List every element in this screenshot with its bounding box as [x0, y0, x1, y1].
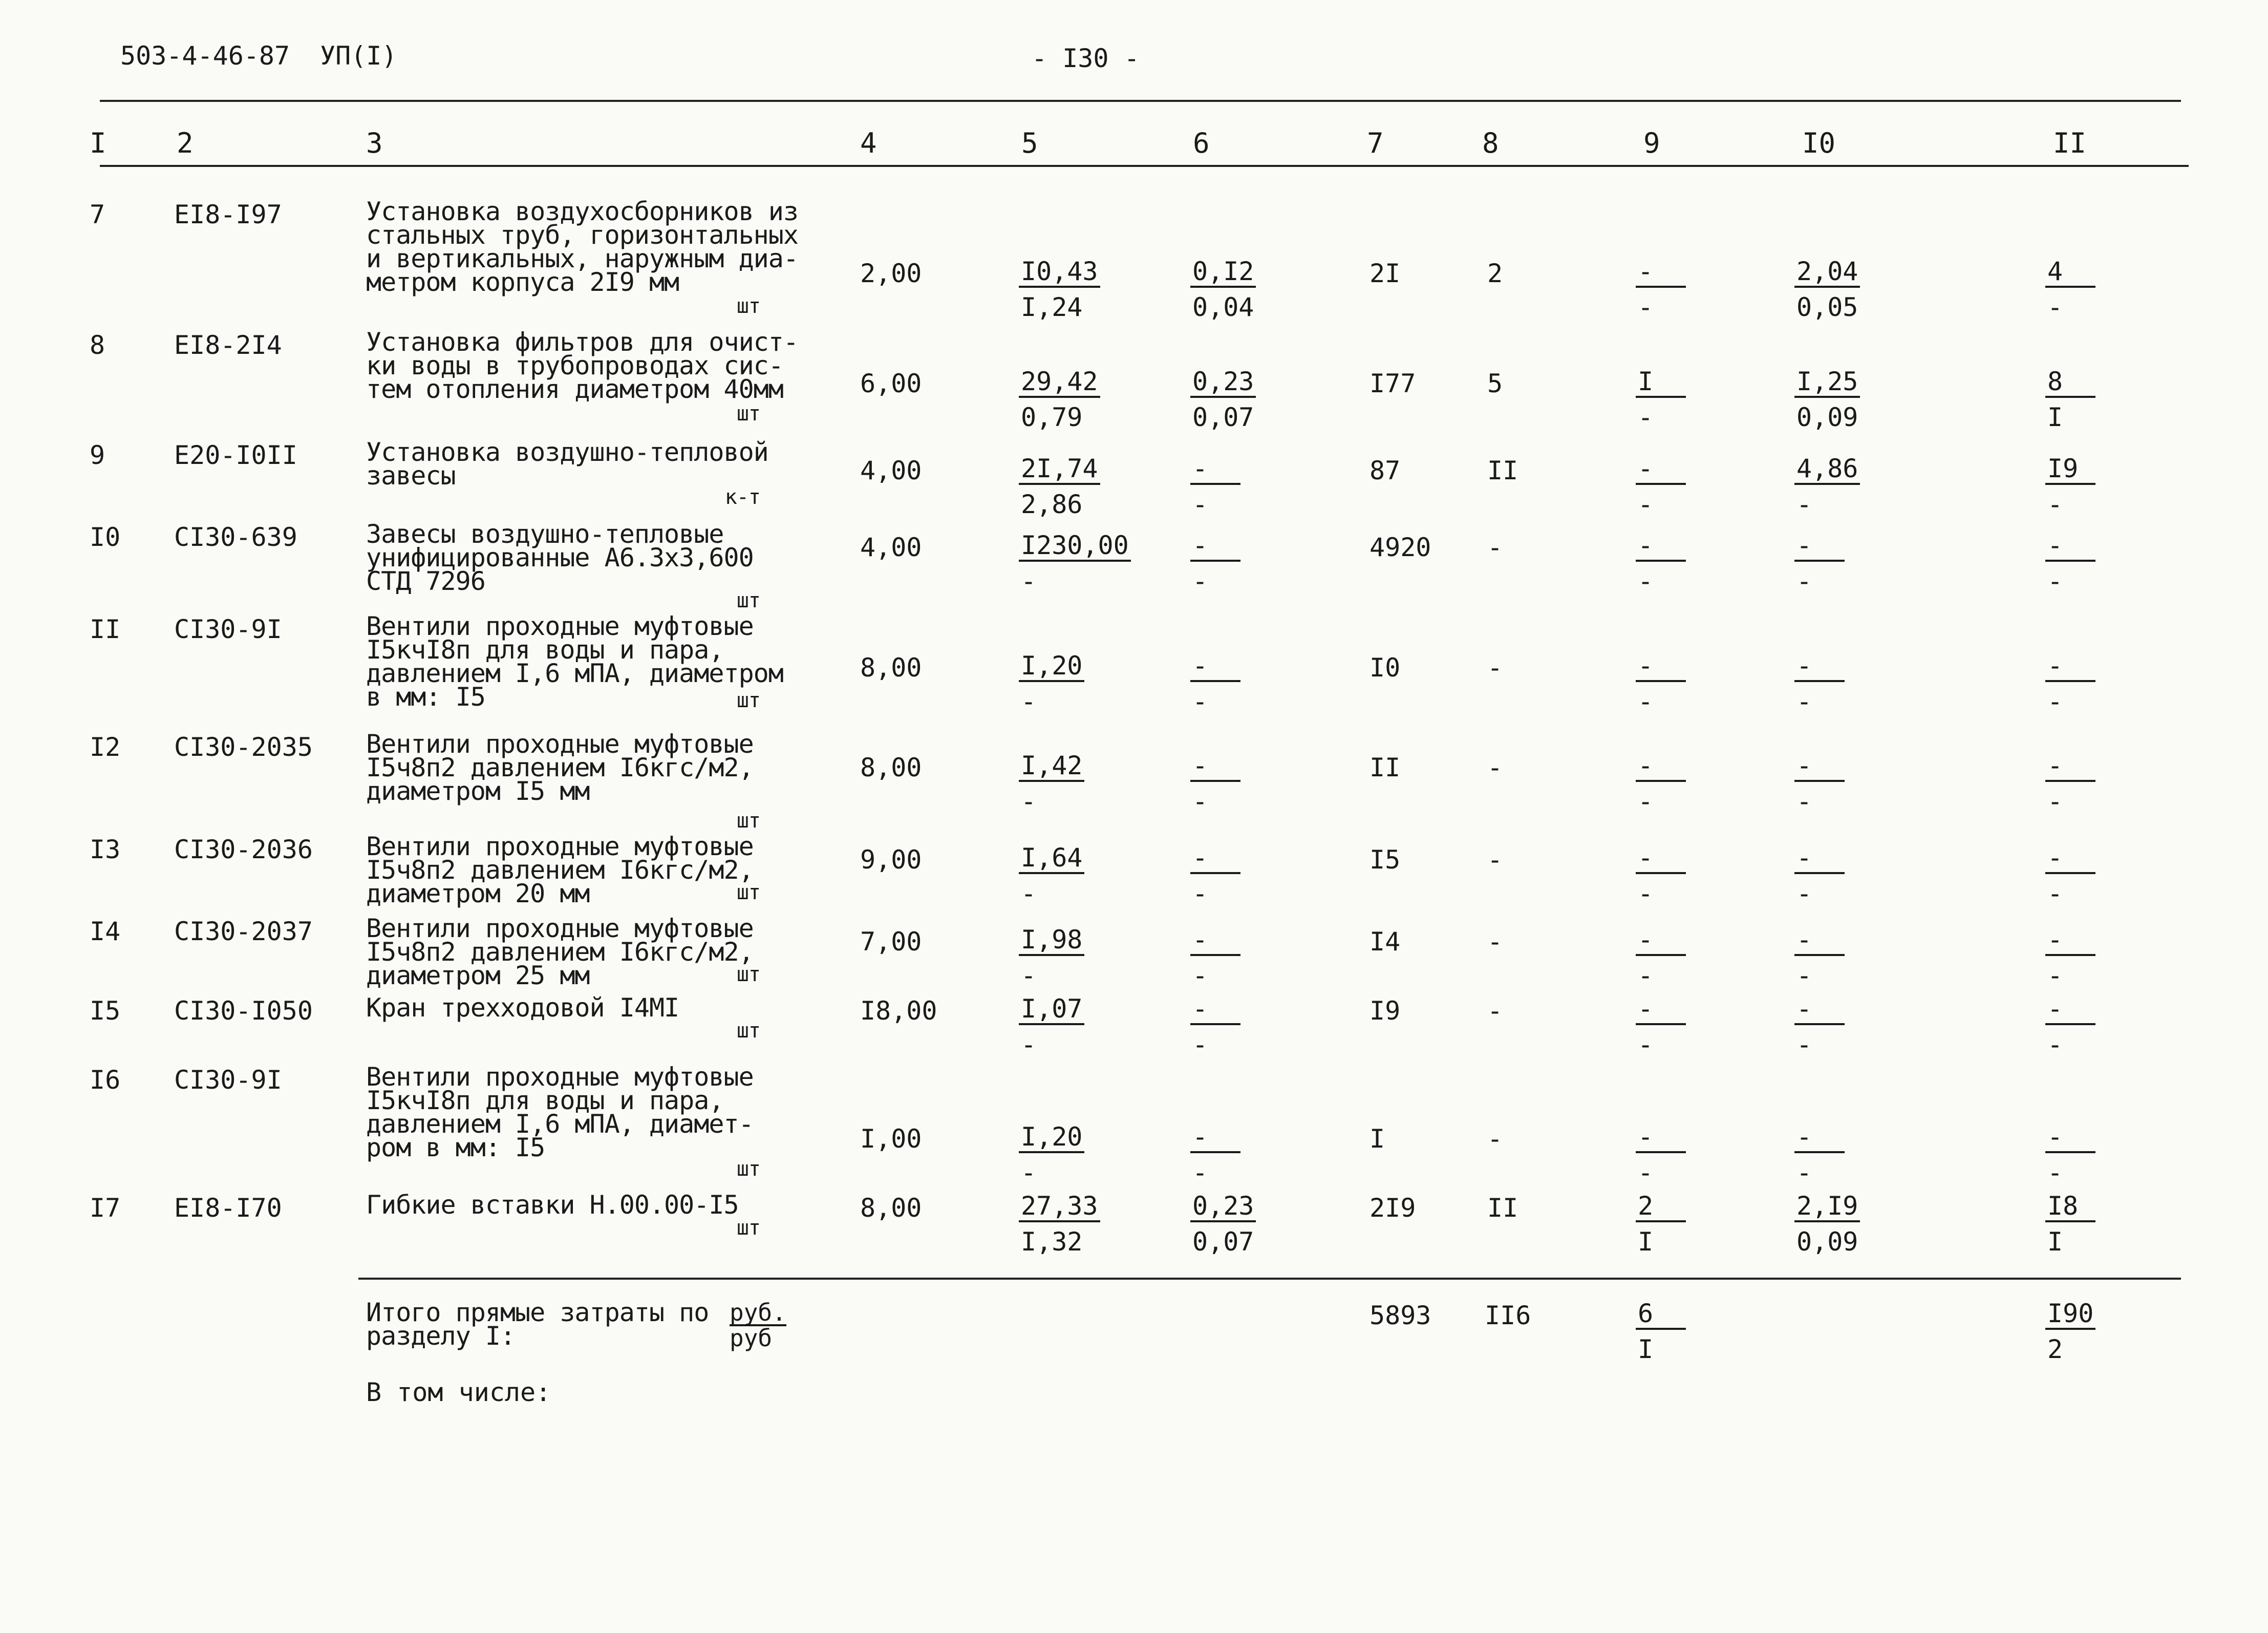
quantity: 8,00 [860, 653, 922, 683]
total-rule [358, 1278, 2181, 1280]
fraction-top: I,25 [1794, 367, 1860, 398]
fraction-bottom: - [1021, 1158, 1037, 1187]
fraction-c10 [1794, 991, 1845, 1063]
fraction-c9 [1636, 922, 1686, 993]
fraction-c6 [1190, 527, 1240, 599]
fraction-top: I8 [2045, 1192, 2095, 1222]
fraction-top: - [2045, 751, 2095, 782]
fraction-bottom: - [1021, 687, 1037, 716]
work-description [366, 197, 801, 318]
fraction-bottom: - [1796, 961, 1812, 990]
fraction-top: I0,43 [1019, 257, 1100, 288]
unit-label: шт [736, 1157, 760, 1181]
col7-value: I77 [1370, 369, 1416, 398]
fraction-c10 [1794, 922, 1845, 993]
description-line: I5кчI8п для воды и пара, [366, 1086, 724, 1115]
fraction-bottom: I [2047, 1227, 2063, 1257]
fraction-bottom: 0,07 [1192, 402, 1254, 432]
description-line: диаметром I5 мм [366, 776, 590, 806]
fraction-bottom: - [1192, 687, 1208, 716]
fraction-c10 [1794, 364, 1860, 435]
row-number: I4 [90, 917, 121, 946]
header-rule [100, 165, 2189, 167]
fraction-top: 2,04 [1794, 257, 1860, 288]
fraction-top: - [1794, 1122, 1845, 1153]
fraction-c9 [1636, 648, 1686, 719]
fraction-c6 [1190, 922, 1240, 993]
fraction-c10 [1794, 648, 1845, 719]
fraction-c10 [1794, 451, 1860, 522]
fraction-top: - [2045, 843, 2095, 874]
fraction-top: - [1636, 531, 1686, 562]
description-line: Вентили проходные муфтовые [366, 611, 754, 641]
total-col7: 5893 [1370, 1301, 1431, 1330]
fraction-top: - [1794, 925, 1845, 956]
col7-value: 2I [1370, 259, 1401, 288]
subtitle: В том числе: [366, 1377, 551, 1407]
fraction-c9 [1636, 253, 1686, 325]
fraction-c5 [1019, 991, 1084, 1063]
fraction-bottom: 0,05 [1796, 292, 1858, 322]
fraction-bottom: 2,86 [1021, 490, 1083, 519]
unit-label: шт [736, 881, 760, 904]
fraction-c5 [1019, 748, 1084, 819]
description-line: Кран трехходовой I4МI [366, 993, 679, 1023]
description-line: давлением I,6 мПА, диаметром [366, 659, 783, 688]
fraction-bottom: I,32 [1021, 1227, 1083, 1257]
fraction-top: I,42 [1019, 751, 1084, 782]
description-line: ром в мм: I5 [366, 1133, 545, 1162]
fraction-c9 [1636, 748, 1686, 819]
description-line: и вертикальных, наружным диа- [366, 244, 798, 273]
norm-code: CI30-639 [174, 522, 297, 552]
total-label-line: разделу I: [366, 1321, 516, 1351]
column-header: 2 [177, 127, 194, 159]
fraction-bottom: - [1796, 687, 1812, 716]
description-line: Гибкие вставки Н.00.00-I5 [366, 1190, 739, 1220]
description-line: диаметром 25 мм [366, 961, 590, 990]
fraction-bottom: - [2047, 490, 2063, 519]
fraction-top: 0,23 [1190, 367, 1256, 398]
row-number: I6 [90, 1065, 121, 1095]
description-line: стальных труб, горизонтальных [366, 220, 798, 250]
col8-value: - [1487, 996, 1503, 1026]
fraction-bottom: I [1638, 1227, 1654, 1257]
fraction-bottom: - [1638, 490, 1654, 519]
fraction-c6 [1190, 840, 1240, 911]
norm-code: CI30-9I [174, 1065, 282, 1095]
col7-value: I5 [1370, 845, 1401, 875]
fraction-c5 [1019, 1188, 1100, 1260]
column-header: 6 [1193, 127, 1210, 159]
norm-code: CI30-I050 [174, 996, 313, 1026]
fraction-c6 [1190, 748, 1240, 819]
column-header: 9 [1643, 127, 1660, 159]
unit-label: к-т [724, 485, 760, 509]
fraction-bottom: - [1638, 879, 1654, 908]
fraction-bottom: - [1796, 787, 1812, 816]
row-number: 8 [90, 330, 105, 360]
row-number: II [90, 614, 121, 644]
fraction-bottom: - [2047, 292, 2063, 322]
col7-value: 87 [1370, 456, 1401, 485]
work-description [366, 993, 801, 1043]
fraction-bottom: I [2047, 402, 2063, 432]
norm-code: E20-I0II [174, 440, 297, 470]
fraction-c6 [1190, 1119, 1240, 1191]
total-label-line: Итого прямые затраты по [366, 1298, 709, 1327]
work-description [366, 914, 801, 990]
fraction-c10 [1794, 840, 1845, 911]
col7-value: 2I9 [1370, 1193, 1416, 1223]
fraction-top: - [1636, 994, 1686, 1025]
quantity: 8,00 [860, 753, 922, 782]
fraction-c10 [1794, 1119, 1845, 1191]
row-number: 7 [90, 200, 105, 229]
fraction-c9 [1636, 364, 1686, 435]
fraction-top: - [1190, 1122, 1240, 1153]
fraction-bottom: - [1192, 490, 1208, 519]
row-number: I3 [90, 835, 121, 864]
fraction-c11 [2045, 840, 2095, 911]
fraction-c5 [1019, 527, 1131, 599]
total-unit-rub: руб [730, 1324, 773, 1352]
description-line: ки воды в трубопроводах сис- [366, 351, 783, 380]
quantity: 7,00 [860, 927, 922, 957]
fraction-bottom: - [1021, 566, 1037, 596]
total-unit-rub: руб. [730, 1299, 786, 1326]
fraction-top: - [1190, 651, 1240, 682]
fraction-c11 [2045, 1188, 2095, 1260]
col8-value: - [1487, 1124, 1503, 1154]
top-rule [100, 100, 2181, 102]
fraction-bottom: - [1192, 961, 1208, 990]
fraction-top: I,20 [1019, 1122, 1084, 1153]
fraction-bottom: - [2047, 566, 2063, 596]
fraction-bottom: - [1192, 1158, 1208, 1187]
unit-label: шт [736, 963, 760, 986]
col8-value: 5 [1487, 369, 1503, 398]
work-description [366, 327, 801, 426]
fraction-top: I,07 [1019, 994, 1084, 1025]
fraction-top: - [1636, 751, 1686, 782]
fraction-top: 29,42 [1019, 367, 1100, 398]
fraction-c5 [1019, 364, 1100, 435]
fraction-c9 [1636, 1119, 1686, 1191]
fraction-top: 27,33 [1019, 1192, 1100, 1222]
fraction-bottom: 0,79 [1021, 402, 1083, 432]
description-line: тем отопления диаметром 40мм [366, 374, 783, 404]
row-number: I0 [90, 522, 121, 552]
fraction-bottom: 0,09 [1796, 1227, 1858, 1257]
col8-value: - [1487, 927, 1503, 957]
description-line: Завесы воздушно-тепловые [366, 519, 724, 549]
fraction-bottom: - [2047, 879, 2063, 908]
fraction-c11 [2045, 1119, 2095, 1191]
fraction-c6 [1190, 451, 1240, 522]
fraction-bottom: - [1638, 566, 1654, 596]
norm-code: EI8-I97 [174, 200, 282, 229]
fraction-c6 [1190, 991, 1240, 1063]
total-col9: $\frac{6}{I}$ [1636, 1296, 1686, 1367]
fraction-top: 8 [2045, 367, 2095, 398]
fraction-c11 [2045, 991, 2095, 1063]
work-description [366, 1062, 801, 1181]
col8-value: - [1487, 753, 1503, 782]
description-line: I5ч8п2 давлением I6кгс/м2, [366, 855, 754, 885]
fraction-bottom: 0,04 [1192, 292, 1254, 322]
fraction-top: I9 [2045, 454, 2095, 485]
norm-code: EI8-2I4 [174, 330, 282, 360]
norm-code: EI8-I70 [174, 1193, 282, 1223]
fraction-bottom: - [1796, 1030, 1812, 1059]
norm-code: CI30-2036 [174, 835, 313, 864]
quantity: 6,00 [860, 369, 922, 398]
description-line: диаметром 20 мм [366, 879, 590, 908]
col8-value: - [1487, 533, 1503, 562]
fraction-c5 [1019, 648, 1084, 719]
fraction-top: 0,23 [1190, 1192, 1256, 1222]
doc-code: 503-4-46-87 [120, 41, 290, 71]
fraction-top: 4,86 [1794, 454, 1860, 485]
fraction-c11 [2045, 253, 2095, 325]
fraction-bottom: - [1638, 1158, 1654, 1187]
norm-code: CI30-2035 [174, 732, 313, 762]
fraction-top: - [1636, 1122, 1686, 1153]
description-line: Установка воздушно-тепловой [366, 437, 768, 467]
fraction-top: I230,00 [1019, 531, 1131, 562]
description-line: унифицированные А6.3х3,600 [366, 543, 754, 572]
row-number: I2 [90, 732, 121, 762]
fraction-c11 [2045, 648, 2095, 719]
fraction-top: - [2045, 531, 2095, 562]
fraction-bottom: - [2047, 1030, 2063, 1059]
col8-value: 2 [1487, 259, 1503, 288]
column-header: 7 [1367, 127, 1384, 159]
fraction-top: - [1636, 651, 1686, 682]
fraction-top: I,64 [1019, 843, 1084, 874]
fraction-top: I,20 [1019, 651, 1084, 682]
fraction-top: - [1190, 843, 1240, 874]
fraction-c5 [1019, 922, 1084, 993]
fraction-top: - [1636, 925, 1686, 956]
column-header: 5 [1021, 127, 1038, 159]
fraction-bottom: - [1192, 566, 1208, 596]
quantity: 4,00 [860, 456, 922, 485]
fraction-top: - [1636, 454, 1686, 485]
quantity: I,00 [860, 1124, 922, 1154]
fraction-bottom: - [1192, 879, 1208, 908]
fraction-c10 [1794, 253, 1860, 325]
fraction-top: I [1636, 367, 1686, 398]
fraction-c5 [1019, 840, 1084, 911]
fraction-top: 2I,74 [1019, 454, 1100, 485]
fraction-c5 [1019, 1119, 1084, 1191]
quantity: 4,00 [860, 533, 922, 562]
fraction-top: 0,I2 [1190, 257, 1256, 288]
fraction-top: - [1794, 843, 1845, 874]
page-number: - I30 - [1032, 44, 1140, 73]
fraction-bottom: - [2047, 687, 2063, 716]
total-col11: $\frac{I90}{2}$ [2045, 1296, 2095, 1367]
unit-label: шт [736, 294, 760, 318]
col8-value: - [1487, 653, 1503, 683]
fraction-bottom: - [1796, 566, 1812, 596]
fraction-top: - [1794, 531, 1845, 562]
fraction-top: - [1190, 454, 1240, 485]
fraction-top: - [2045, 1122, 2095, 1153]
column-header: I0 [1802, 127, 1836, 159]
fraction-bottom: - [1796, 1158, 1812, 1187]
fraction-c11 [2045, 451, 2095, 522]
work-description [366, 437, 801, 509]
description-line: в мм: I5 [366, 682, 485, 712]
row-number: 9 [90, 440, 105, 470]
fraction-bottom: - [1638, 292, 1654, 322]
description-line: метром корпуса 2I9 мм [366, 267, 679, 297]
fraction-top: - [1190, 994, 1240, 1025]
fraction-top: - [1636, 257, 1686, 288]
fraction-bottom: - [1796, 879, 1812, 908]
fraction-top: - [1794, 751, 1845, 782]
fraction-bottom: - [1021, 961, 1037, 990]
fraction-bottom: - [1638, 787, 1654, 816]
description-line: I5ч8п2 давлением I6кгс/м2, [366, 937, 754, 967]
fraction-c11 [2045, 748, 2095, 819]
description-line: Установка воздухосборников из [366, 197, 798, 226]
unit-label: шт [736, 1019, 760, 1043]
col7-value: 4920 [1370, 533, 1431, 562]
fraction-bottom: 0,09 [1796, 402, 1858, 432]
fraction-top: 2,I9 [1794, 1192, 1860, 1222]
row-number: I5 [90, 996, 121, 1026]
description-line: I5ч8п2 давлением I6кгс/м2, [366, 753, 754, 782]
description-line: завесы [366, 461, 456, 491]
quantity: 2,00 [860, 259, 922, 288]
description-line: Вентили проходные муфтовые [366, 729, 754, 759]
fraction-top: 2 [1636, 1192, 1686, 1222]
fraction-top: - [2045, 994, 2095, 1025]
description-line: СТД 7296 [366, 566, 485, 596]
total-col8: II6 [1485, 1301, 1531, 1330]
work-description [366, 1190, 801, 1240]
norm-code: CI30-2037 [174, 917, 313, 946]
fraction-top: - [2045, 925, 2095, 956]
col8-value: - [1487, 845, 1503, 875]
fraction-c9 [1636, 1188, 1686, 1260]
fraction-bottom: - [1021, 787, 1037, 816]
description-line: I5кчI8п для воды и пара, [366, 635, 724, 665]
fraction-bottom: - [1796, 490, 1812, 519]
col8-value: II [1487, 456, 1518, 485]
fraction-c6 [1190, 1188, 1256, 1260]
unit-label: шт [736, 589, 760, 612]
quantity: 9,00 [860, 845, 922, 875]
fraction-top: - [1794, 651, 1845, 682]
fraction-top: 4 [2045, 257, 2095, 288]
fraction-bottom: 0,07 [1192, 1227, 1254, 1257]
fraction-top: - [1190, 751, 1240, 782]
fraction-c5 [1019, 253, 1100, 325]
fraction-top: - [1190, 531, 1240, 562]
fraction-c9 [1636, 527, 1686, 599]
description-line: Вентили проходные муфтовые [366, 1062, 754, 1092]
unit-label: шт [736, 689, 760, 712]
col7-value: I0 [1370, 653, 1401, 683]
column-header: 8 [1482, 127, 1499, 159]
fraction-top: - [1190, 925, 1240, 956]
fraction-c9 [1636, 840, 1686, 911]
fraction-bottom: - [1638, 687, 1654, 716]
work-description [366, 519, 801, 612]
fraction-c11 [2045, 364, 2095, 435]
fraction-bottom: - [1638, 402, 1654, 432]
fraction-bottom: - [1192, 1030, 1208, 1059]
fraction-bottom: I,24 [1021, 292, 1083, 322]
fraction-bottom: - [1638, 1030, 1654, 1059]
description-line: Вентили проходные муфтовые [366, 914, 754, 943]
quantity: 8,00 [860, 1193, 922, 1223]
column-header: 4 [860, 127, 877, 159]
fraction-c6 [1190, 364, 1256, 435]
album-code: УП(I) [320, 41, 397, 71]
description-line: Установка фильтров для очист- [366, 327, 798, 357]
fraction-bottom: - [1021, 1030, 1037, 1059]
description-line: давлением I,6 мПА, диамет- [366, 1109, 754, 1139]
fraction-c11 [2045, 922, 2095, 993]
norm-code: CI30-9I [174, 614, 282, 644]
col7-value: I9 [1370, 996, 1401, 1026]
work-description [366, 832, 801, 908]
fraction-top: - [1636, 843, 1686, 874]
fraction-c10 [1794, 1188, 1860, 1260]
fraction-bottom: - [2047, 961, 2063, 990]
fraction-bottom: - [1021, 879, 1037, 908]
fraction-bottom: - [1638, 961, 1654, 990]
unit-label: шт [736, 402, 760, 426]
fraction-c9 [1636, 451, 1686, 522]
fraction-c5 [1019, 451, 1100, 522]
work-description [366, 729, 801, 833]
fraction-top: - [2045, 651, 2095, 682]
column-header: II [2053, 127, 2087, 159]
fraction-c10 [1794, 748, 1845, 819]
fraction-top: - [1794, 994, 1845, 1025]
quantity: I8,00 [860, 996, 937, 1026]
column-header: 3 [366, 127, 383, 159]
unit-label: шт [736, 1216, 760, 1240]
col8-value: II [1487, 1193, 1518, 1223]
fraction-bottom: - [1192, 787, 1208, 816]
fraction-c9 [1636, 991, 1686, 1063]
description-line: Вентили проходные муфтовые [366, 832, 754, 861]
fraction-bottom: - [2047, 787, 2063, 816]
fraction-c6 [1190, 648, 1240, 719]
fraction-bottom: - [2047, 1158, 2063, 1187]
col7-value: II [1370, 753, 1401, 782]
fraction-c6 [1190, 253, 1256, 325]
col7-value: I [1370, 1124, 1385, 1154]
unit-label: шт [736, 809, 760, 833]
row-number: I7 [90, 1193, 121, 1223]
fraction-c10 [1794, 527, 1845, 599]
fraction-top: I,98 [1019, 925, 1084, 956]
fraction-c11 [2045, 527, 2095, 599]
column-header: I [90, 127, 106, 159]
work-description [366, 611, 801, 712]
col7-value: I4 [1370, 927, 1401, 957]
